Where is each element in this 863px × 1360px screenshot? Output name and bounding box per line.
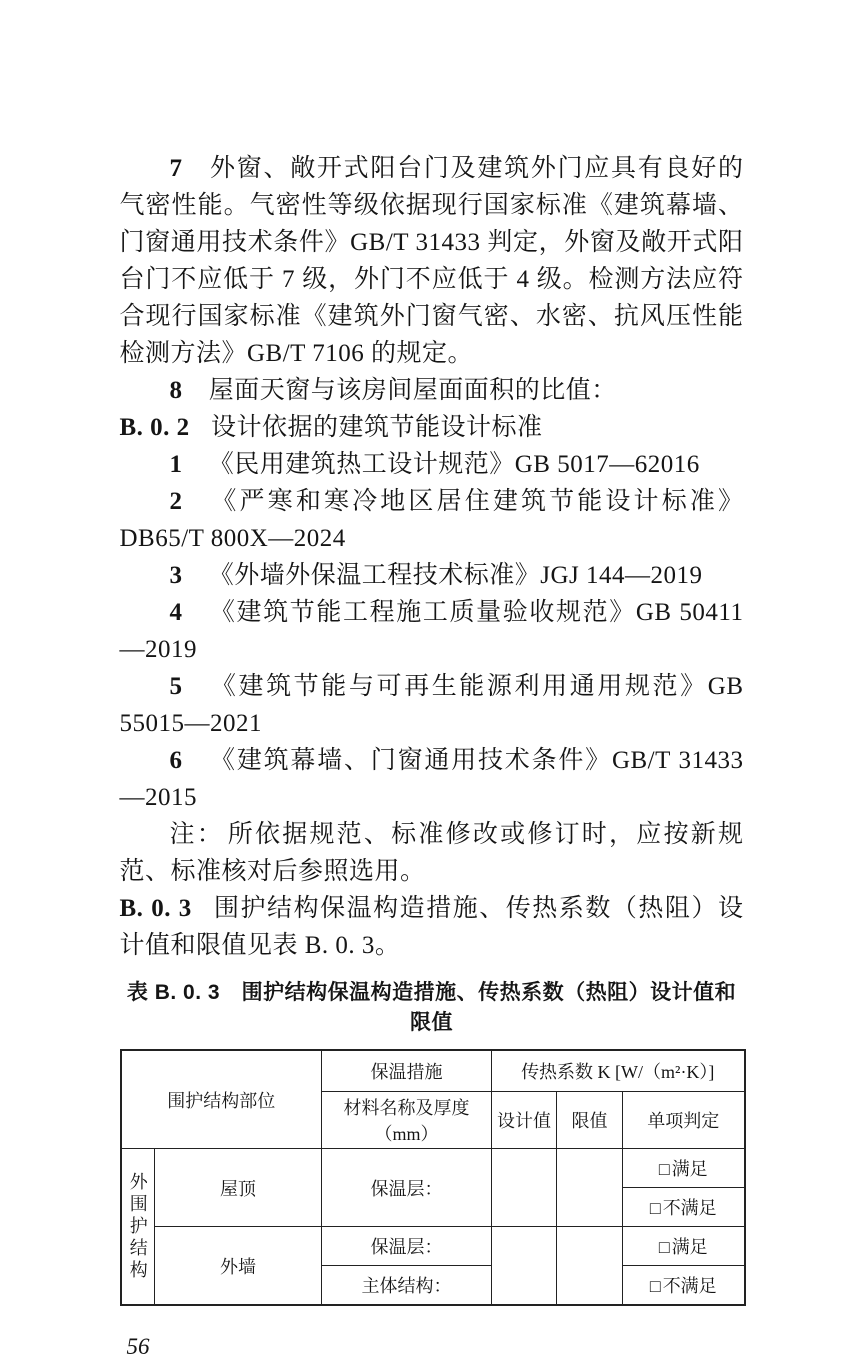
table-header-measure: 保温措施 — [322, 1050, 492, 1092]
table-header-k-value: 传热系数 K [W/（m²·K）] — [492, 1050, 745, 1092]
item-number: 2 — [169, 488, 183, 515]
table-row — [121, 1227, 745, 1266]
table-b03 — [120, 1049, 746, 1306]
checkbox-option-label: 满足 — [671, 1237, 708, 1257]
paragraph-standard-3 — [120, 557, 744, 594]
paragraph-note — [120, 816, 744, 890]
paragraph-item-8 — [120, 372, 744, 409]
checkbox-icon: □ — [649, 1276, 661, 1296]
section-number: B. 0. 3 — [119, 895, 192, 922]
roof-limit-value-cell — [557, 1149, 623, 1227]
wall-material-structure-cell: 主体结构： — [322, 1266, 492, 1306]
checkbox-icon: □ — [658, 1159, 670, 1179]
paragraph-standard-2 — [120, 483, 744, 557]
paragraph-section-b03 — [120, 890, 744, 964]
paragraph-section-b02 — [120, 409, 744, 446]
item-number: 4 — [169, 599, 183, 626]
item-text: 《建筑幕墙、门窗通用技术条件》GB/T 31433—2015 — [119, 747, 744, 811]
wall-limit-value-cell — [557, 1227, 623, 1306]
wall-part-cell: 外墙 — [155, 1227, 322, 1306]
checkbox-icon: □ — [658, 1237, 670, 1257]
item-number: 8 — [169, 377, 183, 404]
wall-judgement-yes-cell — [623, 1227, 745, 1266]
section-text: 设计依据的建筑节能设计标准 — [210, 414, 543, 441]
table-row — [121, 1149, 745, 1188]
item-text: 《建筑节能工程施工质量验收规范》GB 50411—2019 — [119, 599, 744, 663]
page-number: 56 — [126, 1334, 150, 1359]
item-text: 外窗、敞开式阳台门及建筑外门应具有良好的气密性能。气密性等级依据现行国家标准《建筑幕墙、门窗通用技术条件》GB/T 31433 判定，外窗及敞开式阳台门不应低于 7 级，外门不应低于 4 级。检测方法应符合现行国家标准《建筑外门窗气密、水密、抗风压性能检测方法》GB/T 7106 的规定。 — [119, 155, 744, 367]
table-header-limit-value: 限值 — [557, 1092, 623, 1149]
roof-judgement-no-cell — [623, 1188, 745, 1227]
item-text: 《严寒和寒冷地区居住建筑节能设计标准》DB65/T 800X—2024 — [119, 488, 744, 552]
roof-material-cell: 保温层： — [322, 1149, 492, 1227]
paragraph-standard-5 — [120, 668, 744, 742]
table-header-part: 围护结构部位 — [121, 1050, 322, 1149]
checkbox-icon: □ — [649, 1198, 661, 1218]
paragraph-standard-6 — [120, 742, 744, 816]
item-text: 《民用建筑热工设计规范》GB 5017—62016 — [208, 451, 700, 478]
paragraph-standard-1 — [120, 446, 744, 483]
wall-judgement-no-cell — [623, 1266, 745, 1306]
paragraph-item-7 — [120, 150, 744, 372]
roof-judgement-yes-cell — [623, 1149, 745, 1188]
item-number: 1 — [169, 451, 183, 478]
wall-material-insulation-cell: 保温层： — [322, 1227, 492, 1266]
item-text: 屋面天窗与该房间屋面面积的比值： — [208, 377, 617, 404]
checkbox-option-label: 满足 — [671, 1159, 708, 1179]
item-text: 《外墙外保温工程技术标准》JGJ 144—2019 — [208, 562, 703, 589]
table-header-judgement: 单项判定 — [623, 1092, 745, 1149]
section-text: 围护结构保温构造措施、传热系数（热阻）设计值和限值见表 B. 0. 3。 — [119, 895, 744, 959]
table-header-design-value: 设计值 — [492, 1092, 557, 1149]
note-text: 所依据规范、标准修改或修订时，应按新规范、标准核对后参照选用。 — [119, 821, 744, 885]
document-page — [120, 0, 744, 1306]
checkbox-option-label: 不满足 — [662, 1276, 717, 1296]
table-caption: 表 B. 0. 3 围护结构保温构造措施、传热系数（热阻）设计值和限值 — [126, 981, 737, 1034]
table-header-material: 材料名称及厚度（mm） — [322, 1092, 492, 1149]
wall-design-value-cell — [492, 1227, 557, 1306]
section-number: B. 0. 2 — [119, 414, 190, 441]
row-group-label: 外围护结构 — [121, 1149, 155, 1306]
item-number: 5 — [169, 673, 183, 700]
roof-design-value-cell — [492, 1149, 557, 1227]
checkbox-option-label: 不满足 — [662, 1198, 717, 1218]
item-text: 《建筑节能与可再生能源利用通用规范》GB 55015—2021 — [119, 673, 744, 737]
item-number: 3 — [169, 562, 183, 589]
note-label: 注： — [169, 821, 224, 848]
paragraph-standard-4 — [120, 594, 744, 668]
item-number: 7 — [169, 155, 183, 182]
item-number: 6 — [169, 747, 183, 774]
roof-part-cell: 屋顶 — [155, 1149, 322, 1227]
